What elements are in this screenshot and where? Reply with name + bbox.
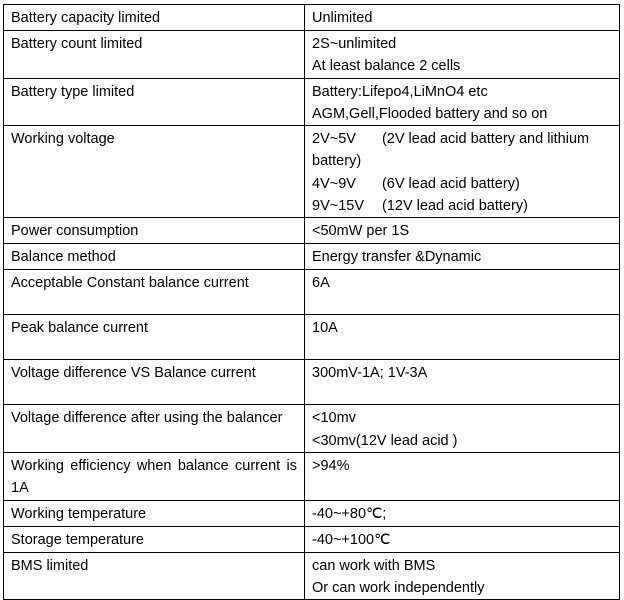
param-label: Acceptable Constant balance current	[11, 275, 249, 292]
param-cell	[4, 452, 305, 500]
param-label: Battery capacity limited	[11, 10, 161, 26]
value-cell	[305, 78, 620, 126]
param-label: Peak balance current	[11, 320, 149, 337]
table-row	[4, 526, 620, 552]
table-row	[4, 405, 620, 453]
value-text: 2S~unlimited	[312, 36, 397, 52]
value-cell	[305, 218, 620, 244]
value-text: <50mW per 1S	[312, 223, 410, 240]
value-text: can work with BMS	[312, 557, 436, 574]
value-cell	[305, 315, 620, 360]
param-label: Power consumption	[11, 223, 139, 240]
table-row	[4, 552, 620, 600]
table-row	[4, 500, 620, 526]
value-cell	[305, 552, 620, 600]
table-row	[4, 5, 620, 31]
value-text: AGM,Gell,Flooded battery and so on	[312, 105, 548, 122]
value-text: <10mv	[312, 410, 356, 427]
value-text: Battery:Lifepo4,LiMnO4 etc	[312, 83, 488, 100]
value-text: <30mv(12V lead acid )	[312, 432, 458, 449]
voltage-note: (2V lead acid battery and lithium battery)	[312, 131, 590, 170]
voltage-range-line	[312, 128, 612, 173]
value-text: 10A	[312, 320, 338, 337]
param-cell	[4, 78, 305, 126]
value-text: >94%	[312, 457, 350, 474]
value-text: Energy transfer &Dynamic	[312, 249, 482, 266]
param-label: Battery type limited	[11, 83, 135, 100]
param-label: Battery count limited	[11, 36, 143, 52]
param-cell	[4, 244, 305, 270]
value-cell	[305, 360, 620, 405]
param-cell	[4, 405, 305, 453]
value-text: Or can work independently	[312, 579, 485, 596]
param-label: Voltage difference VS Balance current	[11, 365, 256, 382]
table-row	[4, 126, 620, 218]
table-row	[4, 31, 620, 79]
value-cell	[305, 126, 620, 218]
table-row	[4, 315, 620, 360]
value-cell	[305, 500, 620, 526]
value-cell	[305, 5, 620, 31]
param-cell	[4, 500, 305, 526]
voltage-range-line	[312, 195, 612, 217]
table-row	[4, 360, 620, 405]
voltage-range: 2V~5V	[312, 131, 356, 148]
param-label: BMS limited	[11, 557, 89, 574]
param-label: Working efficiency when balance current is 1A	[11, 457, 297, 497]
value-text: At least balance 2 cells	[312, 58, 461, 75]
voltage-note: (12V lead acid battery)	[382, 198, 528, 215]
param-cell	[4, 552, 305, 600]
param-label: Working temperature	[11, 505, 147, 522]
table-row	[4, 452, 620, 500]
param-label: Storage temperature	[11, 531, 144, 548]
param-cell	[4, 126, 305, 218]
spec-table	[3, 4, 620, 600]
param-label: Voltage difference after using the balancer	[11, 410, 283, 427]
voltage-note: (6V lead acid battery)	[381, 175, 520, 192]
value-text: Unlimited	[312, 10, 373, 26]
table-row	[4, 78, 620, 126]
param-cell	[4, 218, 305, 244]
value-cell	[305, 244, 620, 270]
voltage-range: 4V~9V	[312, 175, 356, 192]
param-label: Working voltage	[11, 131, 115, 148]
value-text: 6A	[312, 275, 330, 292]
param-cell	[4, 5, 305, 31]
param-cell	[4, 270, 305, 315]
value-text: -40~+100℃	[312, 531, 391, 548]
value-cell	[305, 452, 620, 500]
table-row	[4, 270, 620, 315]
table-row	[4, 218, 620, 244]
value-cell	[305, 405, 620, 453]
value-cell	[305, 31, 620, 79]
value-text: 300mV-1A; 1V-3A	[312, 365, 428, 382]
table-row	[4, 244, 620, 270]
param-cell	[4, 315, 305, 360]
value-cell	[305, 526, 620, 552]
voltage-range: 9V~15V	[312, 198, 365, 215]
value-cell	[305, 270, 620, 315]
value-text: -40~+80℃;	[312, 505, 387, 522]
param-cell	[4, 360, 305, 405]
param-label: Balance method	[11, 249, 116, 266]
param-cell	[4, 526, 305, 552]
voltage-range-line	[312, 173, 612, 195]
param-cell	[4, 31, 305, 79]
